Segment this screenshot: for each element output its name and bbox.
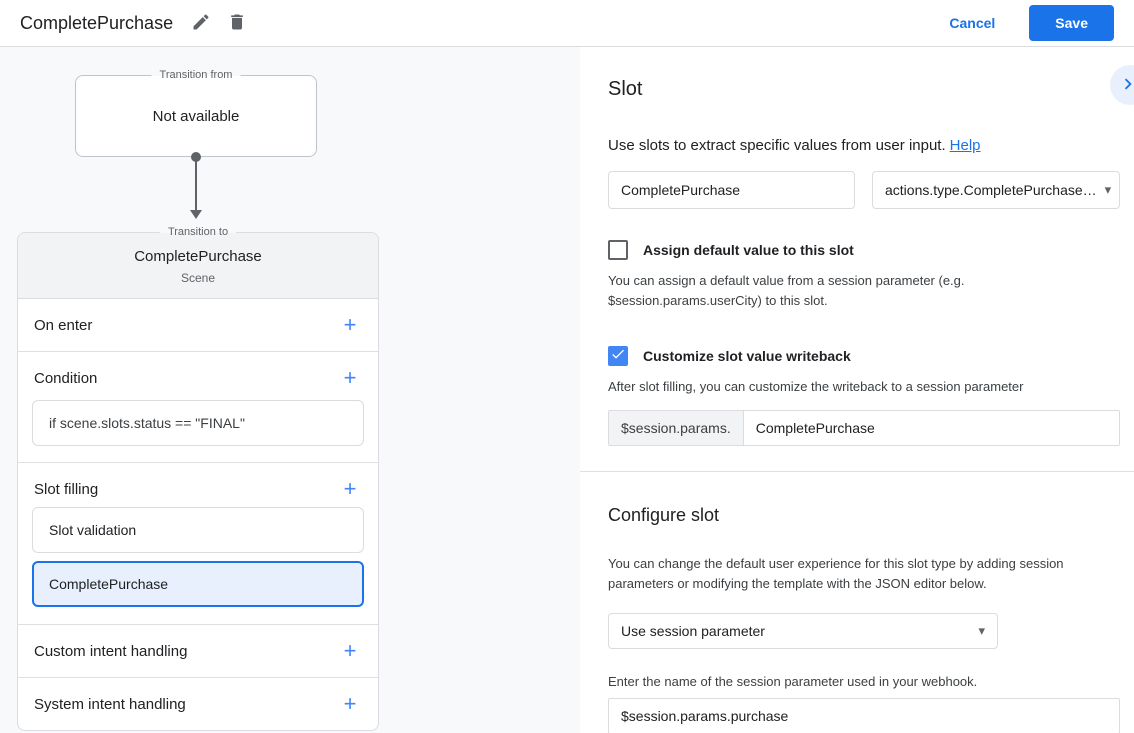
writeback-label: Customize slot value writeback: [643, 348, 851, 364]
slot-editor-panel: [580, 47, 1134, 733]
checkmark-icon: [610, 346, 626, 367]
condition-label: Condition: [34, 369, 98, 387]
slot-intro-text: Use slots to extract specific values from user input.: [608, 137, 946, 154]
chevron-right-icon: [1117, 73, 1134, 98]
help-link[interactable]: Help: [949, 137, 981, 154]
slot-intro: [608, 137, 1120, 154]
connector-arrowhead-icon: [190, 210, 202, 219]
session-param-label: Enter the name of the session parameter used in your webhook.: [608, 674, 978, 689]
dropdown-arrow-icon: ▾: [1104, 182, 1112, 197]
cancel-button[interactable]: Cancel: [937, 7, 1007, 39]
assign-default-checkbox-row[interactable]: [608, 240, 1120, 260]
writeback-param-field: [608, 410, 1120, 446]
transition-from-box: [75, 69, 317, 157]
pencil-icon: [191, 12, 211, 35]
configure-slot-description: You can change the default user experience for this slot type by adding session parameters or modifying the template with the JSON editor below.: [608, 556, 1064, 591]
add-condition-button[interactable]: +: [340, 368, 360, 388]
slot-name-type-row: [608, 171, 1120, 209]
transition-to-legend: Transition to: [160, 225, 236, 240]
dropdown-arrow-icon: ▾: [978, 623, 985, 638]
slot-type-dropdown[interactable]: [872, 171, 1120, 209]
writeback-param-input[interactable]: [744, 411, 1119, 445]
assign-default-label: Assign default value to this slot: [643, 242, 854, 258]
save-button[interactable]: Save: [1029, 5, 1114, 41]
edit-title-button[interactable]: [187, 9, 215, 37]
session-param-input[interactable]: [608, 698, 1120, 733]
custom-intent-section: [18, 625, 378, 678]
writeback-checkbox-row[interactable]: [608, 346, 1120, 366]
condition-expression[interactable]: if scene.slots.status == "FINAL": [32, 400, 364, 446]
panel-title: Slot: [608, 78, 643, 100]
add-system-intent-button[interactable]: +: [340, 694, 360, 714]
configure-slot-title: Configure slot: [608, 505, 720, 525]
on-enter-section: [18, 299, 378, 352]
delete-scene-button[interactable]: [223, 9, 251, 37]
assign-default-checkbox[interactable]: [608, 240, 628, 260]
writeback-checkbox[interactable]: [608, 346, 628, 366]
slot-validation-item[interactable]: Slot validation: [32, 507, 364, 553]
scene-type-label: Scene: [180, 271, 216, 285]
connector-line: [195, 159, 197, 211]
scene-card-header: [18, 233, 378, 299]
trash-icon: [227, 12, 247, 35]
scene-diagram-panel: [0, 47, 580, 733]
add-custom-intent-button[interactable]: +: [340, 641, 360, 661]
writeback-param-prefix: $session.params.: [609, 411, 744, 445]
on-enter-label: On enter: [34, 316, 93, 334]
page-title: CompletePurchase: [20, 12, 174, 33]
add-on-enter-button[interactable]: +: [340, 315, 360, 335]
transition-to-card: [17, 226, 379, 731]
custom-intent-label: Custom intent handling: [34, 642, 188, 660]
transition-from-content: Not available: [152, 107, 240, 125]
main-content: [0, 47, 1134, 733]
slot-name-input[interactable]: [608, 171, 855, 209]
slot-config-method-value: Use session parameter: [621, 623, 765, 639]
system-intent-label: System intent handling: [34, 695, 186, 713]
section-divider: [580, 471, 1134, 472]
top-bar: [0, 0, 1134, 47]
scene-name: CompletePurchase: [134, 248, 262, 265]
add-slot-button[interactable]: +: [340, 479, 360, 499]
condition-section: [18, 352, 378, 463]
assign-default-description: You can assign a default value from a session parameter (e.g. $session.params.userCity) to this slot.: [608, 273, 965, 308]
slot-item-selected[interactable]: CompletePurchase: [32, 561, 364, 607]
slot-filling-section: [18, 463, 378, 625]
slot-config-method-dropdown[interactable]: [608, 613, 998, 649]
system-intent-section: [18, 678, 378, 730]
transition-from-legend: Transition from: [152, 68, 241, 83]
slot-filling-label: Slot filling: [34, 480, 99, 498]
writeback-description: After slot filling, you can customize the writeback to a session parameter: [608, 379, 1024, 394]
slot-type-value: actions.type.CompletePurchase…: [885, 182, 1097, 198]
